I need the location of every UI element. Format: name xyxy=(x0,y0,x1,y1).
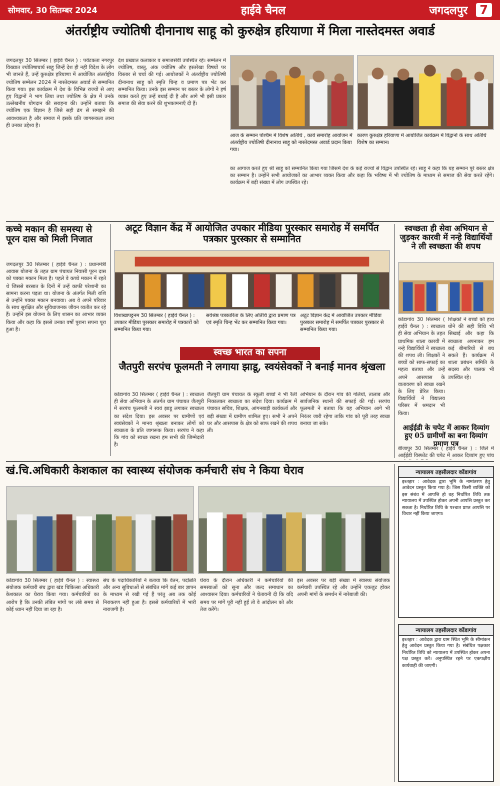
article3-caption3: अटूट विज्ञान केंद्र में आयोजित उपकार मीडिया पुरस्कार समारोह में समर्पित पत्रकार पुरस्कार से सम्मानित किया गया। xyxy=(300,313,384,333)
court-notice-1-title: न्यायालय तहसीलदार कोंडागांव xyxy=(399,467,493,478)
page-header xyxy=(0,0,500,20)
article3-photo xyxy=(114,250,390,310)
article6-col: बीजापुर 30 सितम्बर ( हाईवे चैनल ) : जिले में आईईडी विस्फोट की चपेट में आकर दिव्यांग हुए पांच xyxy=(398,446,494,460)
court-notice-1 xyxy=(398,466,494,618)
article1-col2: देश प्रख्यात कलाकार व समाजसेवी उपस्थित रहे। सम्मेलन में ज्योतिष, वास्तु, अंक ज्योतिष और हस्तरेखा विषयों पर विस्तार से चर्चा की गई। आयोजकों ने अंतर्राष्ट्रीय ज्योतिषी दीनानाथ साहू को स्मृति चिन्ह व प्रमाण पत्र भेंट कर सम्मानित किया। उनके इस सम्मान पर बस्तर के लोगों ने हर्ष व्यक्त करते हुए उन्हें बधाई दी है और आगे भी इसी प्रकार समाज की सेवा करने की शुभकामनाएँ दी हैं। xyxy=(118,58,226,108)
article5-photo xyxy=(398,262,494,314)
article4-col1: कोंडागांव 30 सितम्बर ( हाईवे चैनल ) : स्वच्छता ही सेवा अभियान के अंतर्गत ग्राम पंचायत जैतपुरी में सरपंच फूलमती ने स्वयं झाडू लगाकर स्वच्छता का संदेश दिया। इस अवसर पर ग्रामीणों एवं स्वयंसेवकों ने मानव श्रृंखला बनाकर लोगों को स्वच्छता के प्रति जागरूक किया। सरपंच ने कहा कि गांव को स्वच्छ रखना हम सभी की जिम्मेदारी है। xyxy=(114,392,204,449)
article1-caption-left: आज के सम्मान पश्चिम में विशेष अतिथि , कार्य समारोह आयोजन में अंतर्राष्ट्रीय ज्योतिषी दीनानाथ साहू को नास्तेदमस्त अवार्ड प्रदान किया गया। xyxy=(230,133,353,153)
vdivider-right xyxy=(394,224,395,458)
divider-2 xyxy=(6,461,494,462)
article7-col4: इस अवसर पर बड़ी संख्या में स्वास्थ्य संयोजक कर्मचारी उपस्थित रहे और उन्होंने एकजुट होकर अपनी मांगों के समर्थन में नारेबाजी की। xyxy=(297,578,390,599)
article3-caption2: सर्वश्रेष्ठ पत्रकारिता के लिए अतिथि द्वारा प्रमाण पत्र एवं स्मृति चिन्ह भेंट कर सम्मानित किया गया। xyxy=(206,313,296,326)
article7-headline: खं.चि.अधिकारी केशकाल का स्वास्थ्य संयोजक कर्मचारी संघ ने किया घेराव xyxy=(6,464,304,477)
article5-col1: कोंडागांव 30 सितम्बर ( हाईवे चैनल ) : स्वच्छता ही सेवा अभियान के तहत प्राथमिक शाला कारवी में नन्हे विद्यार्थियों ने स्वच्छता की शपथ ली। शिक्षकों ने बच्चों को साफ-सफाई का महत्व बताया और उन्हें अपने आसपास के वातावरण को स्वच्छ रखने के लिए प्रेरित किया। विद्यार्थियों ने विद्यालय परिसर में श्रमदान भी किया। xyxy=(398,317,445,417)
issue-date: सोमवार, 30 सितम्बर 2024 xyxy=(8,5,98,15)
article3-caption1: विशाखापट्टनम 30 सितम्बर ( हाईवे चैनल ) : उपकार मीडिया पुरस्कार समारोह में पत्रकारों को सम्मानित किया गया। xyxy=(114,313,199,333)
city-name: जगदलपुर xyxy=(429,3,468,17)
article7-col1: कोंडागांव 30 सितम्बर ( हाईवे चैनल ) : स्वास्थ्य संयोजक कर्मचारी संघ द्वारा खंड चिकित्सा अधिकारी केशकाल का घेराव किया गया। कर्मचारियों का आरोप है कि उनकी लंबित मांगों पर लंबे समय से कोई ध्यान नहीं दिया जा रहा है। xyxy=(6,578,99,613)
article7-col2: संघ के पदाधिकारियों ने बताया कि वेतन, पदोन्नति और अन्य सुविधाओं से संबंधित मांगें कई बार ज्ञापन के माध्यम से रखी गई हैं परंतु अब तक कोई निराकरण नहीं हुआ है। इससे कर्मचारियों में भारी नाराजगी है। xyxy=(103,578,196,613)
court-notice-2-title: न्यायालय तहसीलदार कोंडागांव xyxy=(399,625,493,636)
article4-headline: जैतपुरी सरपंच फूलमती ने लगाया झाडू, स्वयंसेवकों ने बनाई मानव श्रृंखला xyxy=(118,362,386,373)
article7-photo-left xyxy=(6,486,194,574)
article1-headline: अंतर्राष्ट्रीय ज्योतिषी दीनानाथ साहू को कुरुक्षेत्र हरियाणा में मिला नास्तेदमस्त अवार्ड xyxy=(65,23,435,38)
article1-col1: जगदलपुर 30 सितम्बर ( हाईवे चैनल ) : पर्यटकता नगरपुर विख्यात ज्योतिषाचार्य साहू जिन्हें देश ही नहीं विदेश के लोग भी जानते हैं, उन्हें कुरुक्षेत्र हरियाणा में आयोजित अंतर्राष्ट्रीय ज्योतिष सम्मेलन 2024 में नास्तेदमस्त अवार्ड से सम्मानित किया गया। इस कार्यक्रम में देश के विभिन्न राज्यों से आए हुए विद्वानों ने भाग लिया तथा ज्योतिष के क्षेत्र में उनके उल्लेखनीय योगदान की सराहना की। उन्होंने बताया कि ज्योतिष एक विज्ञान है जिसे सही ढंग से समझने की आवश्यकता है और समाज में इसके प्रति जागरूकता लाना ही उनका उद्देश्य है। xyxy=(6,58,114,129)
page-number: 7 xyxy=(476,3,492,17)
newspaper-name: हाईवे चैनल xyxy=(240,3,286,17)
article2-headline: कच्चे मकान की समस्या से पूरन दास को मिली निजात xyxy=(6,225,93,246)
vdivider-left xyxy=(110,224,111,456)
article3-headline: अटूट विज्ञान केंद्र में आयोजित उपकार मीडिया पुरस्कार समारोह में समर्पित पत्रकार पुरस्कार से सम्मानित xyxy=(125,223,379,245)
court-notice-2-body: इश्तहार : आवेदक द्वारा ग्राम स्थित भूमि के सीमांकन हेतु आवेदन प्रस्तुत किया गया है। संबंधित पक्षकार निर्धारित तिथि को न्यायालय में उपस्थित होकर अपना पक्ष प्रस्तुत करें। अनुपस्थित रहने पर एकपक्षीय कार्यवाही की जाएगी। xyxy=(402,638,490,669)
article5-col2: शिक्षकों ने बच्चों को हाथ धोने की सही विधि भी सिखाई और कहा कि स्वच्छता अपनाकर हम कई बीमारियों से बच सकते हैं। कार्यक्रम में शाला प्रबंधन समिति के सदस्य और पालक भी उपस्थित रहे। xyxy=(448,317,494,381)
court-notice-1-body: इश्तहार : आवेदक द्वारा भूमि के नामांतरण हेतु आवेदन प्रस्तुत किया गया है। जिस किसी व्यक्ति को इस संबंध में आपत्ति हो वह निर्धारित तिथि तक न्यायालय में उपस्थित होकर अपनी आपत्ति प्रस्तुत कर सकता है। निर्धारित तिथि के पश्चात प्राप्त आपत्ति पर विचार नहीं किया जाएगा। xyxy=(402,480,490,518)
article1-caption-right: कारण कुरुक्षेत्र हरियाणा में आयोजित कार्यक्रम में विद्वानों के साथ अतिथि विशेष का सम्मान। xyxy=(357,133,487,146)
article7-photo-right xyxy=(198,486,390,574)
article5-headline: स्वच्छता ही सेवा अभियान से जुड़कर कारवी में नन्हे विद्यार्थियों ने ली स्वच्छता की शपथ xyxy=(399,223,493,252)
article2-col: जगदलपुर 30 सितम्बर ( हाईवे चैनल ) : प्रधानमंत्री आवास योजना के तहत ग्राम पंचायत निवासी पूरन दास को पक्का मकान मिला है। पहले वे कच्चे मकान में रहते थे जिससे बरसात के दिनों में उन्हें काफी परेशानी का सामना करना पड़ता था। योजना के अंतर्गत मिली राशि से उन्होंने पक्का मकान बनवाया। अब वे अपने परिवार के साथ सुरक्षित और सुविधाजनक जीवन व्यतीत कर रहे हैं। उन्होंने इस योजना के लिए शासन का आभार व्यक्त किया और कहा कि इससे उनका वर्षों पुराना सपना पूरा हुआ है। xyxy=(6,262,106,333)
article6-headline: आईईडी के चपेट में आकर दिव्यांग हुए 05 ग्रामीणों का बना दिव्यांग प्रमाण पत्र xyxy=(402,423,490,449)
divider-1 xyxy=(6,221,494,222)
article7-col3: घेराव के दौरान अधिकारी ने कर्मचारियों की समस्याओं को सुना और जल्द समाधान का आश्वासन दिया। कर्मचारियों ने चेतावनी दी कि यदि समय पर मांगें पूरी नहीं हुईं तो वे आंदोलन को और तेज करेंगे। xyxy=(200,578,293,613)
vdivider-bottom xyxy=(394,464,395,782)
article1-col3: का आगाज करते हुए श्री साहू को सम्मानित किया गया जिसमें देश के कई राज्यों से विद्वान उपस्थित रहे। साहू ने कहा कि यह सम्मान पूरे बस्तर क्षेत्र का सम्मान है। उन्होंने सभी आयोजकों का आभार व्यक्त किया और कहा कि भविष्य में भी ज्योतिष के माध्यम से समाज की सेवा करते रहेंगे। कार्यक्रम में बड़ी संख्या में लोग उपस्थित रहे। xyxy=(230,166,494,187)
court-notice-2 xyxy=(398,624,494,782)
article4-kicker: स्वच्छ भारत का सपना xyxy=(180,347,320,360)
article1-photo-right xyxy=(357,55,494,130)
article1-photo-left xyxy=(230,55,354,130)
article4-col2: जैतपुरी ग्राम पंचायत के स्कूली बच्चों ने भी रैली निकालकर स्वच्छता का संदेश दिया। कार्यक्रम में पंचायत सचिव, शिक्षक, आंगनबाड़ी कार्यकर्ता और बड़ी संख्या में ग्रामीण शामिल हुए। सभी ने अपने घर और आसपास के क्षेत्र को साफ रखने की शपथ ली। xyxy=(207,392,297,435)
article4-col3: अभियान के दौरान गांव की गलियों, तालाब और सार्वजनिक स्थानों की सफाई की गई। सरपंच फूलमती ने बताया कि यह अभियान आगे भी निरंतर जारी रहेगा ताकि गांव को पूरी तरह स्वच्छ बनाया जा सके। xyxy=(300,392,390,427)
